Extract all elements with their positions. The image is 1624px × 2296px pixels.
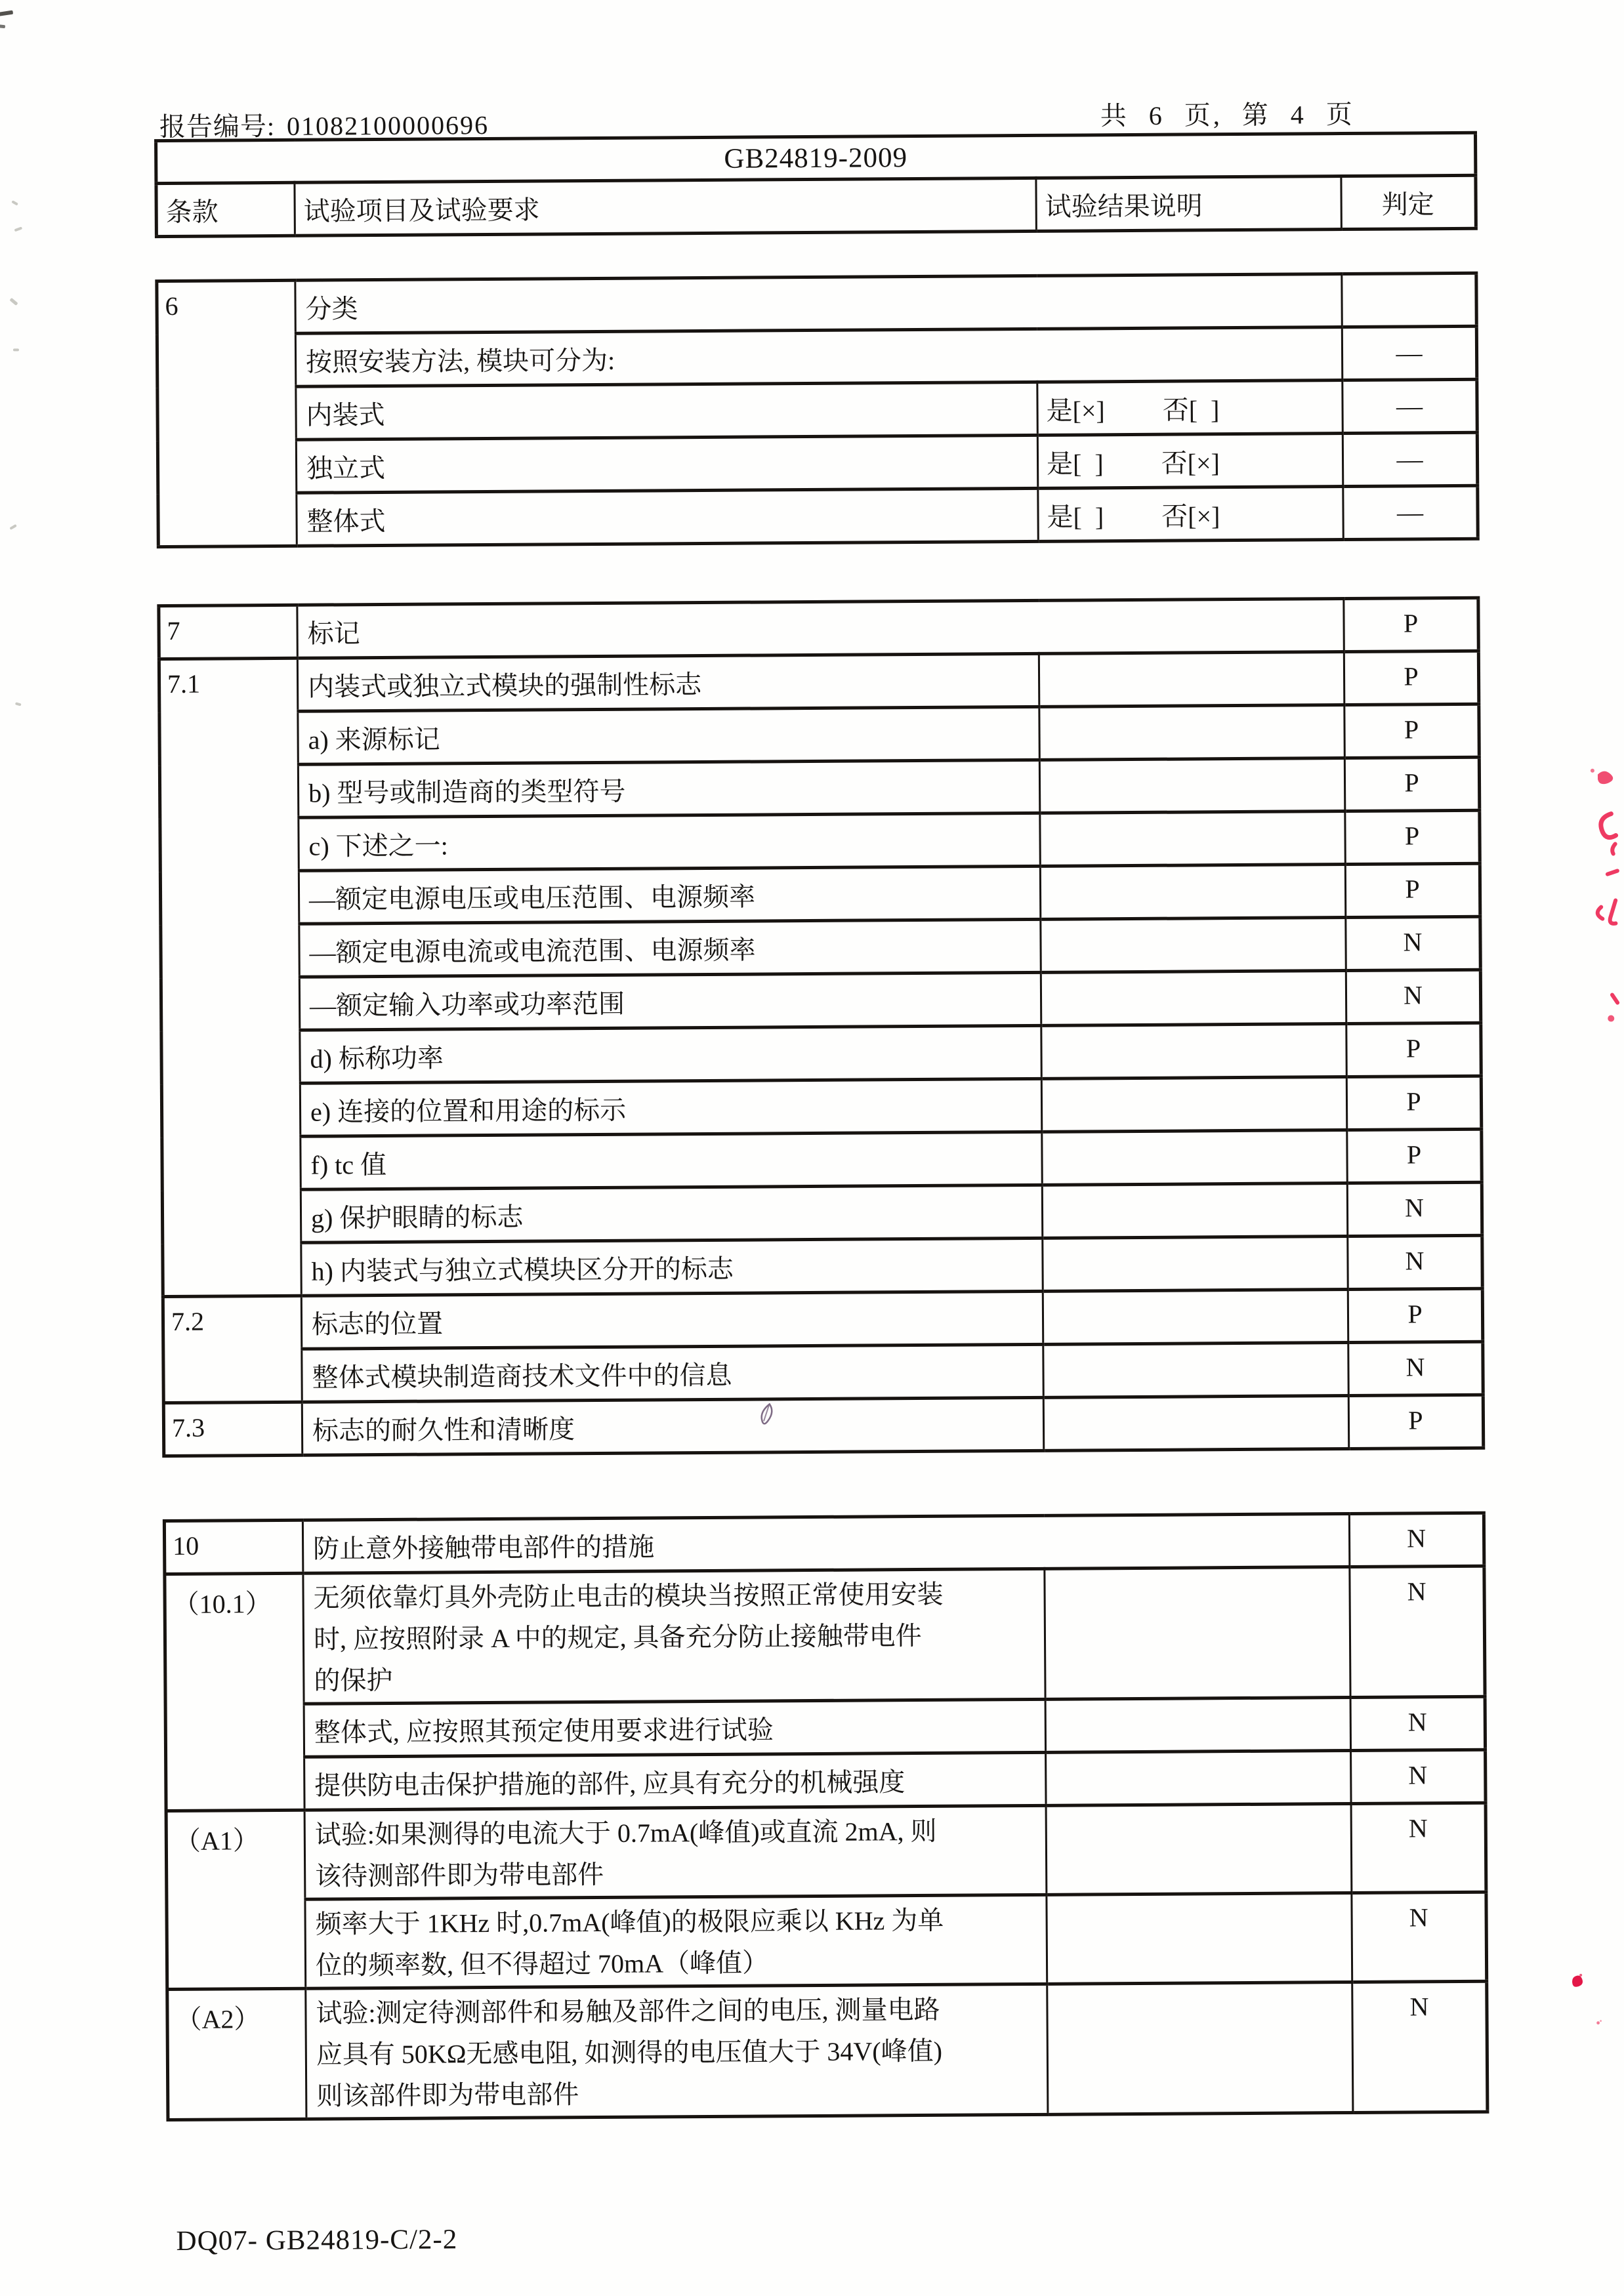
table-row — [163, 1395, 1483, 1456]
result-cell — [1038, 487, 1343, 542]
table-row — [167, 1981, 1488, 2120]
item-cell: 整体式 — [297, 488, 1038, 546]
table-row — [157, 326, 1476, 387]
item-cell: —额定电源电流或电流范围、电源频率 — [299, 919, 1041, 977]
table-row — [160, 863, 1480, 924]
scan-corner-artifact — [0, 10, 13, 17]
column-header-clause: 条款 — [156, 182, 295, 236]
item-cell: 试验:如果测得的电流大于 0.7mA(峰值)或直流 2mA, 则 该待测部件即为带电部件 — [304, 1805, 1047, 1899]
item-cell: h) 内装式与独立式模块区分开的标志 — [301, 1238, 1043, 1296]
verdict-cell: P — [1344, 651, 1478, 705]
purple-pen-mark — [758, 1401, 776, 1430]
form-code-footer: DQ07- GB24819-C/2-2 — [176, 2224, 458, 2257]
table-row — [159, 651, 1478, 712]
page-count-info: 共 6 页, 第 4 页 — [1100, 99, 1355, 131]
table-row — [167, 1892, 1487, 1989]
verdict-cell: P — [1348, 1288, 1482, 1342]
no-checkbox: 否[ ] — [1162, 394, 1220, 425]
table-row — [159, 757, 1479, 818]
item-cell: 分类 — [295, 274, 1342, 334]
result-cell — [1039, 758, 1344, 813]
no-checkbox: 否[×] — [1161, 447, 1220, 478]
result-cell — [1046, 1804, 1352, 1895]
section-10-protection-table — [163, 1511, 1489, 2122]
yes-checkbox: 是[ ] — [1046, 448, 1104, 479]
column-header-result: 试验结果说明 — [1036, 176, 1341, 232]
table-row — [157, 273, 1476, 334]
verdict-cell: N — [1350, 1566, 1485, 1697]
item-cell: 内装式或独立式模块的强制性标志 — [297, 653, 1039, 711]
result-cell — [1039, 652, 1344, 707]
table-row — [166, 1750, 1486, 1811]
scan-speck — [15, 702, 22, 706]
table-row — [165, 1696, 1485, 1757]
table-row — [159, 704, 1479, 765]
clause-cell: （10.1） — [165, 1573, 304, 1811]
clause-cell: 7 — [159, 605, 297, 659]
clause-cell: （A1） — [166, 1810, 306, 1989]
item-cell: f) tc 值 — [301, 1132, 1042, 1189]
item-cell: e) 连接的位置和用途的标示 — [300, 1078, 1041, 1136]
scan-speck — [9, 524, 17, 530]
no-checkbox: 否[×] — [1161, 501, 1220, 531]
item-cell: 内装式 — [296, 382, 1037, 440]
verdict-cell: N — [1346, 916, 1480, 970]
result-cell — [1043, 1290, 1348, 1345]
verdict-cell: N — [1348, 1235, 1482, 1289]
table-row — [159, 598, 1478, 659]
verdict-cell — [1342, 273, 1476, 327]
result-cell — [1043, 1343, 1348, 1398]
item-cell: 无须依靠灯具外壳防止电击的模块当按照正常使用安装 时, 应按照附录 A 中的规定, 具备充分防止接触带电件 的保护 — [303, 1568, 1045, 1704]
result-cell — [1046, 1751, 1351, 1806]
item-cell: 按照安装方法, 模块可分为: — [295, 327, 1342, 387]
standard-header-table — [154, 131, 1478, 238]
table-row — [166, 1803, 1486, 1900]
verdict-cell: N — [1352, 1981, 1488, 2112]
yes-checkbox: 是[ ] — [1047, 501, 1104, 532]
table-row — [157, 379, 1477, 440]
result-cell — [1041, 1077, 1346, 1132]
item-cell: 提供防电击保护措施的部件, 应具有充分的机械强度 — [304, 1752, 1046, 1810]
table-row — [163, 1288, 1482, 1349]
table-row — [165, 1566, 1485, 1704]
verdict-cell: P — [1345, 863, 1480, 917]
verdict-cell: P — [1346, 1023, 1481, 1076]
result-cell — [1045, 1698, 1350, 1753]
result-cell — [1041, 918, 1346, 973]
table-row — [157, 432, 1477, 493]
verdict-cell: N — [1346, 970, 1480, 1023]
column-header-verdict: 判定 — [1341, 175, 1476, 229]
result-cell — [1039, 705, 1344, 760]
verdict-cell: P — [1346, 1076, 1481, 1130]
result-cell — [1041, 1024, 1346, 1079]
item-cell: 标志的耐久性和清晰度 — [302, 1397, 1043, 1455]
item-cell: 防止意外接触带电部件的措施 — [302, 1514, 1349, 1574]
table-row — [163, 1342, 1483, 1403]
item-cell: 独立式 — [296, 435, 1037, 493]
verdict-cell: P — [1344, 704, 1479, 758]
item-cell: 频率大于 1KHz 时,0.7mA(峰值)的极限应乘以 KHz 为单 位的频率数, 但不得超过 70mA（峰值） — [305, 1895, 1047, 1988]
result-cell — [1037, 380, 1343, 436]
result-cell — [1045, 1567, 1350, 1700]
result-cell — [1042, 1183, 1347, 1239]
verdict-cell: P — [1344, 757, 1479, 811]
result-cell — [1047, 1893, 1352, 1984]
result-cell — [1040, 865, 1345, 920]
section-7-marking-table — [157, 596, 1485, 1458]
verdict-cell: N — [1352, 1892, 1487, 1982]
table-row — [164, 1513, 1484, 1574]
verdict-cell: — — [1342, 326, 1476, 380]
column-header-item: 试验项目及试验要求 — [295, 178, 1036, 236]
clause-cell: 10 — [164, 1520, 302, 1574]
standard-number: GB24819-2009 — [156, 133, 1476, 183]
table-row — [162, 1182, 1482, 1243]
verdict-cell: — — [1343, 432, 1477, 486]
verdict-cell: P — [1347, 1129, 1482, 1183]
item-cell: 整体式, 应按照其预定使用要求进行试验 — [304, 1699, 1045, 1757]
verdict-cell: N — [1351, 1750, 1486, 1803]
report-number-label: 报告编号: — [159, 111, 276, 142]
verdict-cell: P — [1344, 598, 1478, 651]
item-cell: 标记 — [297, 599, 1344, 659]
section-6-classification-table — [155, 272, 1479, 548]
verdict-cell: N — [1350, 1696, 1485, 1750]
table-row — [158, 485, 1478, 546]
red-pen-marks — [1581, 761, 1624, 1043]
item-cell: —额定电源电压或电压范围、电源频率 — [299, 866, 1040, 924]
verdict-cell: N — [1348, 1342, 1483, 1395]
table-row — [161, 916, 1480, 977]
table-row — [163, 1235, 1482, 1296]
item-cell: 试验:测定待测部件和易触及部件之间的电压, 测量电路 应具有 50KΩ无感电阻, 如测得的电压值大于 34V(峰值) 则该部件即为带电部件 — [306, 1984, 1048, 2119]
clause-cell: 7.2 — [163, 1296, 302, 1403]
verdict-cell: P — [1345, 810, 1480, 864]
item-cell: c) 下述之一: — [299, 813, 1040, 871]
scan-speck — [11, 200, 18, 205]
verdict-cell: N — [1351, 1803, 1486, 1893]
verdict-cell: N — [1347, 1182, 1482, 1236]
result-cell — [1047, 1982, 1353, 2114]
table-row — [162, 1129, 1482, 1190]
scan-speck — [13, 348, 19, 351]
clause-cell: （A2） — [167, 1988, 306, 2120]
red-ink-dot — [1570, 1973, 1584, 1988]
table-row — [161, 1076, 1481, 1137]
table-row — [160, 810, 1480, 871]
result-cell — [1042, 1130, 1347, 1185]
clause-cell: 7.3 — [163, 1402, 302, 1456]
item-cell: g) 保护眼睛的标志 — [301, 1185, 1042, 1242]
verdict-cell: P — [1348, 1395, 1483, 1448]
result-cell — [1043, 1237, 1348, 1292]
item-cell: —额定输入功率或功率范围 — [299, 972, 1041, 1030]
result-cell — [1037, 434, 1343, 489]
result-cell — [1041, 971, 1346, 1026]
item-cell: d) 标称功率 — [300, 1025, 1041, 1083]
table-row — [161, 970, 1480, 1031]
clause-cell: 6 — [157, 280, 297, 546]
scan-speck — [14, 226, 23, 232]
result-cell — [1043, 1396, 1348, 1451]
item-cell: 整体式模块制造商技术文件中的信息 — [302, 1344, 1043, 1402]
table-row — [161, 1023, 1481, 1084]
verdict-cell: N — [1349, 1513, 1484, 1567]
report-number-value: 01082100000696 — [286, 110, 489, 141]
clause-cell: 7.1 — [159, 658, 301, 1296]
verdict-cell: — — [1343, 485, 1478, 539]
red-ink-speck — [1595, 2020, 1603, 2028]
verdict-cell: — — [1343, 379, 1477, 433]
result-cell — [1040, 811, 1345, 867]
item-cell: 标志的位置 — [301, 1291, 1043, 1349]
item-cell: b) 型号或制造商的类型符号 — [298, 760, 1039, 817]
yes-checkbox: 是[×] — [1046, 395, 1105, 426]
scan-corner-artifact — [0, 24, 5, 28]
scan-speck — [9, 298, 18, 306]
item-cell: a) 来源标记 — [298, 707, 1039, 764]
